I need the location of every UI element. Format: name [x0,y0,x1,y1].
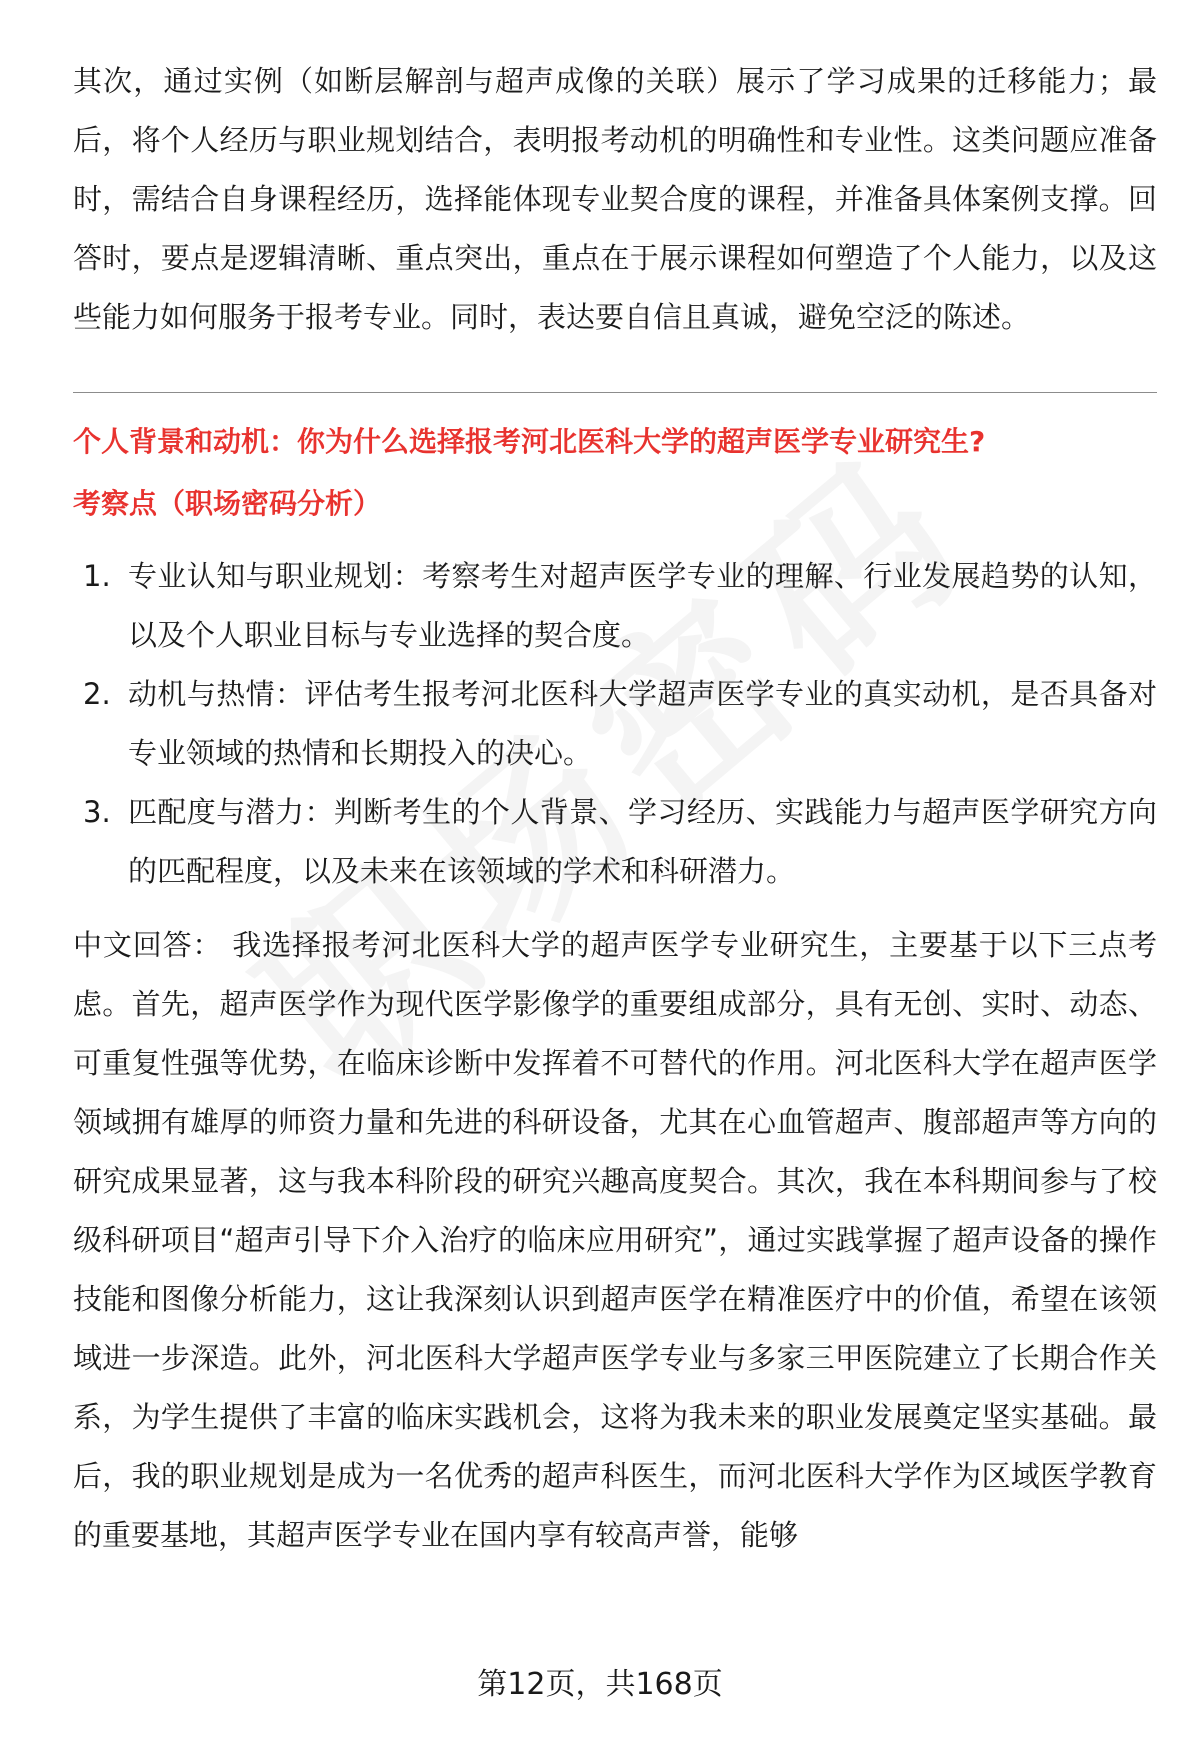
list-item-text: 动机与热情：评估考生报考河北医科大学超声医学专业的真实动机，是否具备对专业领域的热情和长期投入的决心。 [128,677,1157,770]
list-item [73,547,1157,665]
list-item [73,665,1157,783]
page-content [73,52,1157,1565]
question-title: 个人背景和动机：你为什么选择报考河北医科大学的超声医学专业研究生? [73,425,986,458]
page-number: 第12页，共168页 [477,1667,723,1702]
intro-paragraph: 其次，通过实例（如断层解剖与超声成像的关联）展示了学习成果的迁移能力；最后，将个人经历与职业规划结合，表明报考动机的明确性和专业性。这类问题应准备时，需结合自身课程经历，选择能体现专业契合度的课程，并准备具体案例支撑。回答时，要点是逻辑清晰、重点突出，重点在于展示课程如何塑造了个人能力，以及这些能力如何服务于报考专业。同时，表达要自信且真诚，避免空泛的陈述。 [73,64,1157,334]
list-item-text: 匹配度与潜力：判断考生的个人背景、学习经历、实践能力与超声医学研究方向的匹配程度，以及未来在该领域的学术和科研潜力。 [128,795,1157,888]
list-item-text: 专业认知与职业规划：考察考生对超声医学专业的理解、行业发展趋势的认知，以及个人职业目标与专业选择的契合度。 [128,559,1157,652]
list-item-number: 3. [83,795,111,829]
assessment-points-list [73,547,1157,901]
list-item-number: 1. [83,559,111,593]
assessment-points-heading: 考察点（职场密码分析） [73,487,382,520]
answer-paragraph: 中文回答： 我选择报考河北医科大学的超声医学专业研究生，主要基于以下三点考虑。首先，超声医学作为现代医学影像学的重要组成部分，具有无创、实时、动态、可重复性强等优势，在临床诊断中发挥着不可替代的作用。河北医科大学在超声医学领域拥有雄厚的师资力量和先进的科研设备，尤其在心血管超声、腹部超声等方向的研究成果显著，这与我本科阶段的研究兴趣高度契合。其次，我在本科期间参与了校级科研项目“超声引导下介入治疗的临床应用研究”，通过实践掌握了超声设备的操作技能和图像分析能力，这让我深刻认识到超声医学在精准医疗中的价值，希望在该领域进一步深造。此外，河北医科大学超声医学专业与多家三甲医院建立了长期合作关系，为学生提供了丰富的临床实践机会，这将为我未来的职业发展奠定坚实基础。最后，我的职业规划是成为一名优秀的超声科医生，而河北医科大学作为区域医学教育的重要基地，其超声医学专业在国内享有较高声誉，能够 [73,928,1157,1552]
section-divider [73,392,1157,393]
list-item-number: 2. [83,677,111,711]
list-item [73,783,1157,901]
